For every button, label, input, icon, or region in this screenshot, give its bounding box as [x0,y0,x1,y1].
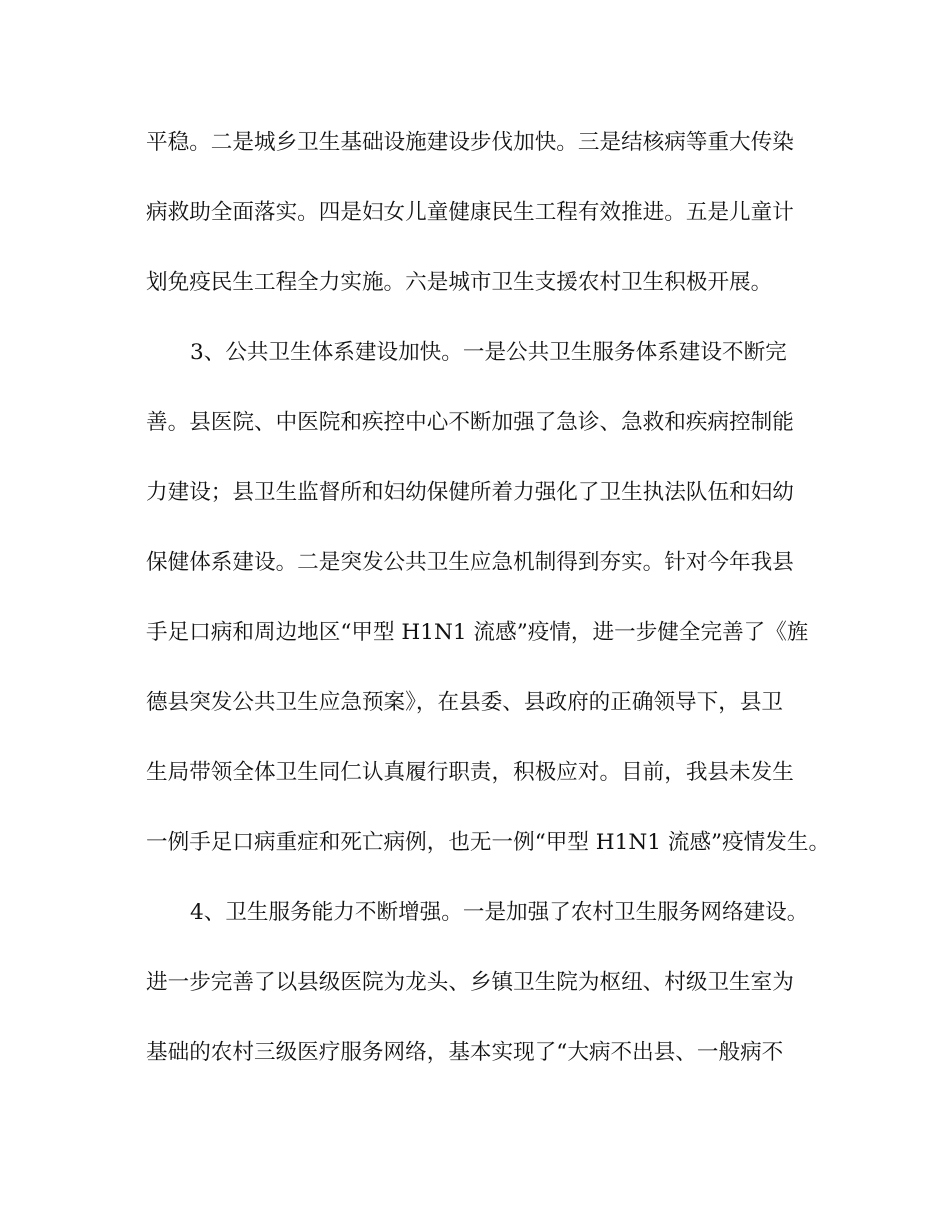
section-heading-line: 3、公共卫生体系建设加快。一是公共卫生服务体系建设不断完 [190,340,787,365]
text-line: 力建设；县卫生监督所和妇幼保健所着力强化了卫生执法队伍和妇幼 [146,480,794,505]
text-line: 生局带领全体卫生同仁认真履行职责，积极应对。目前，我县未发生 [146,760,794,785]
text-line: 划免疫民生工程全力实施。六是城市卫生支援农村卫生积极开展。 [146,270,773,295]
document-body [146,118,846,1098]
text-line: 德县突发公共卫生应急预案》，在县委、县政府的正确领导下，县卫 [146,690,784,715]
text-line: 手足口病和周边地区“甲型 H1N1 流感”疫情，进一步健全完善了《旌 [146,620,809,645]
text-line: 病救助全面落实。四是妇女儿童健康民生工程有效推进。五是儿童计 [146,200,794,225]
text-line: 进一步完善了以县级医院为龙头、乡镇卫生院为枢纽、村级卫生室为 [146,970,794,995]
text-line: 一例手足口病重症和死亡病例，也无一例“甲型 H1N1 流感”疫情发生。 [146,830,831,855]
text-line: 保健体系建设。二是突发公共卫生应急机制得到夯实。针对今年我县 [146,550,794,575]
text-line: 平稳。二是城乡卫生基础设施建设步伐加快。三是结核病等重大传染 [146,130,794,155]
section-heading-line: 4、卫生服务能力不断增强。一是加强了农村卫生服务网络建设。 [190,900,809,925]
text-line: 基础的农村三级医疗服务网络，基本实现了“大病不出县、一般病不 [146,1040,784,1065]
text-line: 善。县医院、中医院和疾控中心不断加强了急诊、急救和疾病控制能 [146,410,794,435]
